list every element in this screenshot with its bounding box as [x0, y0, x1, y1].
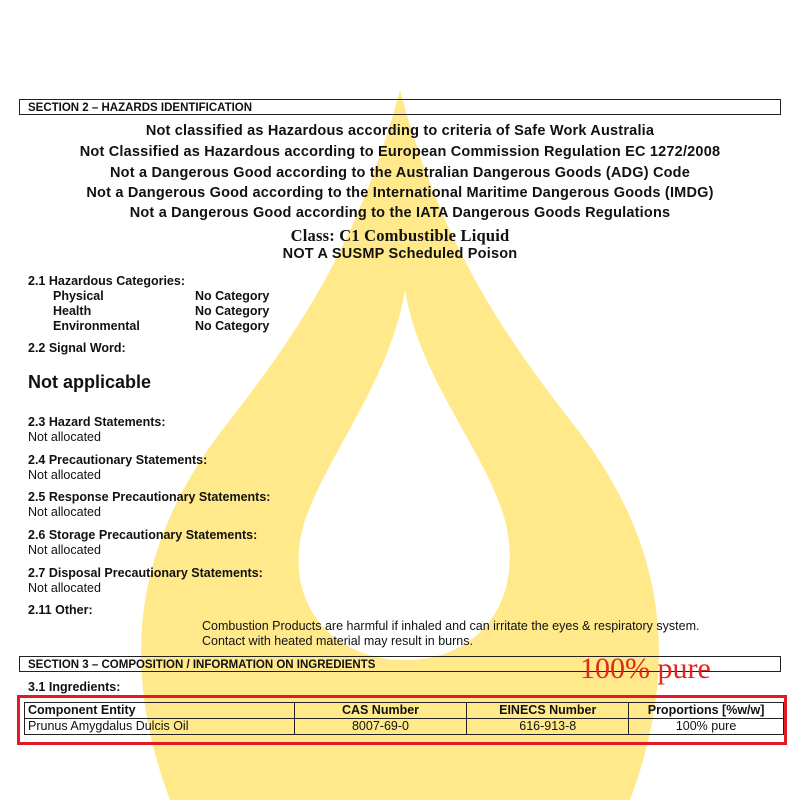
category-value: No Category	[195, 289, 270, 303]
statement-label: 2.5 Response Precautionary Statements:	[28, 490, 271, 504]
proportions-cell: 100% pure	[629, 719, 784, 735]
section-3-header: SECTION 3 – COMPOSITION / INFORMATION ON INGREDIENTS	[19, 656, 781, 672]
category-value: No Category	[195, 304, 270, 318]
table-row	[25, 719, 784, 735]
ingredients-table	[24, 702, 784, 735]
column-header: EINECS Number	[467, 703, 629, 719]
statement-value: Not allocated	[28, 581, 101, 595]
category-value: No Category	[195, 319, 270, 333]
statement-value: Not allocated	[28, 430, 101, 444]
classification-line: Not classified as Hazardous according to criteria of Safe Work Australia	[145, 123, 655, 139]
column-header: Component Entity	[25, 703, 295, 719]
classification-line: Not a Dangerous Good according to the Australian Dangerous Goods (ADG) Code	[110, 165, 690, 181]
statement-value: Not allocated	[28, 468, 101, 482]
category-name: Environmental	[53, 319, 140, 333]
other-line: Contact with heated material may result in burns.	[202, 634, 473, 648]
column-header: CAS Number	[294, 703, 467, 719]
category-name: Health	[53, 304, 92, 318]
hazard-categories-label: 2.1 Hazardous Categories:	[28, 274, 185, 288]
cas-number-cell: 8007-69-0	[294, 719, 467, 735]
einecs-number-cell: 616-913-8	[467, 719, 629, 735]
table-header-row	[25, 703, 784, 719]
signal-word-value: Not applicable	[28, 372, 152, 392]
classification-line: Not a Dangerous Good according to the IATA Dangerous Goods Regulations	[129, 205, 671, 221]
statement-label: 2.3 Hazard Statements:	[28, 415, 166, 429]
signal-word-label: 2.2 Signal Word:	[28, 341, 126, 355]
statement-label: 2.6 Storage Precautionary Statements:	[28, 528, 258, 542]
pure-overlay-text: 100% pure	[580, 652, 711, 685]
classification-line: Not a Dangerous Good according to the International Maritime Dangerous Goods (IMDG)	[86, 185, 714, 201]
susmp-line: NOT A SUSMP Scheduled Poison	[282, 246, 518, 262]
category-name: Physical	[53, 289, 104, 303]
statement-value: Not allocated	[28, 505, 101, 519]
component-entity-cell: Prunus Amygdalus Dulcis Oil	[25, 719, 295, 735]
section-2-header: SECTION 2 – HAZARDS IDENTIFICATION	[19, 99, 781, 115]
statement-label: 2.7 Disposal Precautionary Statements:	[28, 566, 263, 580]
statement-label: 2.4 Precautionary Statements:	[28, 453, 208, 467]
class-line: Class: C1 Combustible Liquid	[290, 226, 510, 245]
ingredients-label: 3.1 Ingredients:	[28, 680, 121, 694]
statement-value: Not allocated	[28, 543, 101, 557]
classification-line: Not Classified as Hazardous according to European Commission Regulation EC 1272/2008	[79, 144, 721, 160]
column-header: Proportions [%w/w]	[629, 703, 784, 719]
other-line: Combustion Products are harmful if inhaled and can irritate the eyes & respiratory system.	[202, 619, 700, 633]
other-label: 2.11 Other:	[28, 603, 93, 617]
